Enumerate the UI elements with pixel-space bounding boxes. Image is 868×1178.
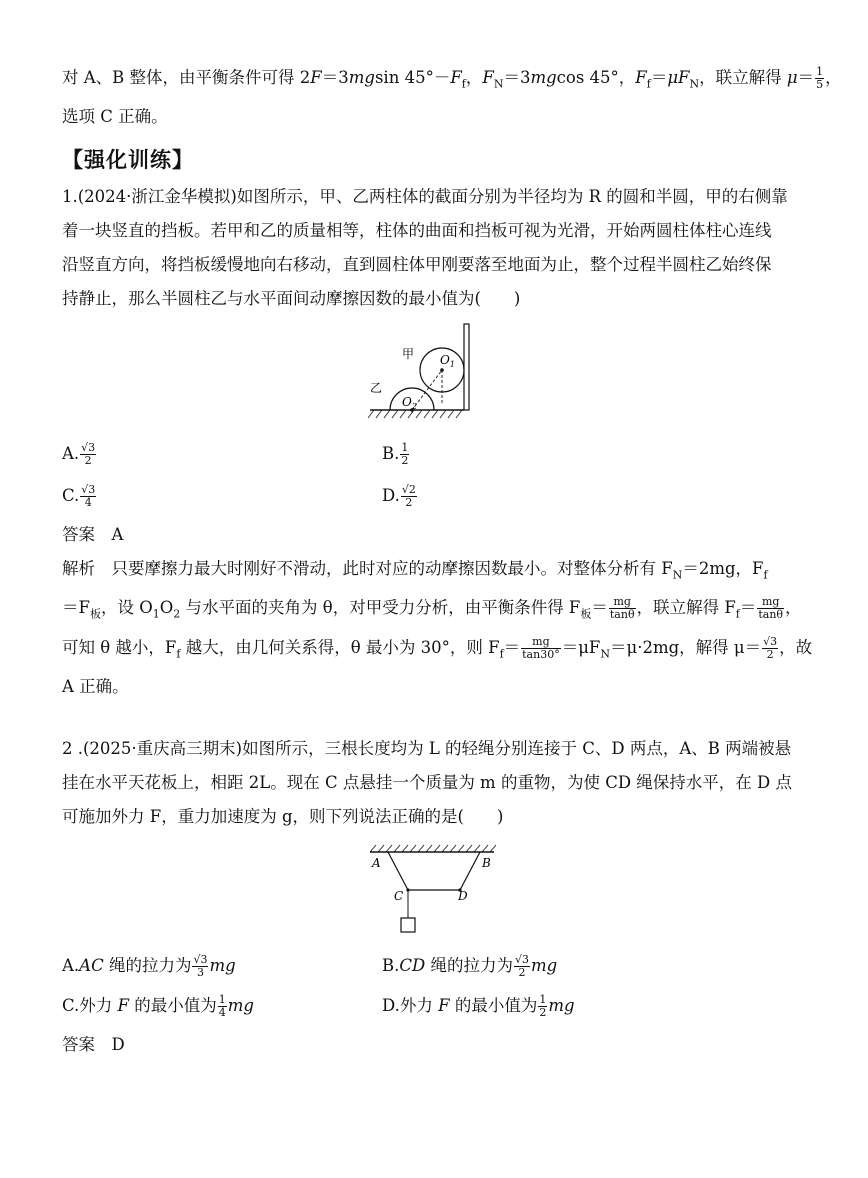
rope-ac — [388, 852, 408, 890]
label-o1: $O_1$ — [440, 353, 455, 369]
text: ， — [785, 598, 802, 617]
text: 越大，由几何关系得，θ 最小为 30°，则 F — [180, 638, 500, 657]
fraction — [514, 954, 530, 979]
denominator: 2 — [405, 496, 413, 509]
q2-option-d[interactable] — [382, 994, 575, 1019]
option-label: A. — [62, 956, 80, 975]
text: F — [310, 68, 322, 87]
q1-option-c[interactable] — [62, 484, 97, 509]
text: F — [117, 996, 129, 1015]
text: mg — [548, 996, 575, 1015]
subscript: f — [176, 647, 181, 661]
text: F — [450, 68, 462, 87]
solution-continuation-line-1 — [62, 66, 842, 95]
text: μ — [786, 68, 798, 87]
fraction — [521, 636, 561, 661]
text: 解析 只要摩擦力最大时刚好不滑动，此时对应的动摩擦因数最小。对整体分析有 F — [62, 559, 673, 578]
text: F — [482, 68, 494, 87]
text: mg — [227, 996, 254, 1015]
numerator: √3 — [763, 635, 778, 648]
text: ＝ — [739, 598, 757, 617]
q1-analysis-line-1 — [62, 558, 768, 586]
text: ，设 O — [100, 598, 153, 617]
text: ＝2mg，F — [682, 559, 764, 578]
text: ＝F — [62, 598, 90, 617]
subscript: 板 — [89, 607, 101, 621]
option-label: B. — [382, 444, 400, 463]
text: ，联立解得 — [699, 68, 787, 87]
text: sin 45°－ — [374, 68, 451, 87]
subscript: f — [735, 607, 740, 621]
text: ＝ — [650, 68, 668, 87]
q1-stem-line-1: 1.(2024·浙江金华模拟)如图所示，甲、乙两柱体的截面分别为半径均为 R 的圆和半圆，甲的右侧靠 — [62, 187, 788, 206]
subscript: N — [672, 568, 683, 582]
denominator: 2 — [539, 1006, 547, 1019]
text: ＝3 — [321, 68, 349, 87]
denominator: 2 — [518, 966, 526, 979]
baffle-plate — [464, 324, 469, 410]
subscript: f — [499, 647, 504, 661]
q1-option-d[interactable] — [382, 484, 418, 509]
label-c: C — [394, 889, 404, 903]
denominator: tanθ — [758, 608, 784, 621]
q1-stem-line-3: 沿竖直方向，将挡板缓慢地向右移动，直到圆柱体甲刚要落至地面为止，整个过程半圆柱乙始终保 — [62, 255, 772, 274]
q2-stem-line-3: 可施加外力 F，重力加速度为 g，则下列说法正确的是( ) — [62, 807, 504, 826]
option-label: D. — [382, 486, 400, 505]
numerator: √2 — [401, 483, 416, 496]
numerator: √3 — [81, 483, 96, 496]
rope-db — [460, 852, 480, 890]
text: O — [159, 598, 174, 617]
text: 与水平面的夹角为 θ，对甲受力分析，由平衡条件得 F — [180, 598, 581, 617]
q1-stem-line-2: 着一块竖直的挡板。若甲和乙的质量相等，柱体的曲面和挡板可视为光滑，开始两圆柱体柱心连线 — [62, 221, 772, 240]
text: ， — [465, 68, 483, 87]
fraction — [762, 636, 778, 661]
subscript: N — [493, 77, 504, 91]
text: ，联立解得 F — [636, 598, 736, 617]
ceiling-hatch — [370, 845, 496, 852]
q2-option-b[interactable] — [382, 954, 557, 979]
q2-stem-line-1: 2 .(2025·重庆高三期末)如图所示，三根长度均为 L 的轻绳分别连接于 C、D 两点，A、B 两端被悬 — [62, 739, 792, 758]
fraction — [400, 442, 409, 467]
label-yi: 乙 — [370, 381, 383, 395]
weight-block — [401, 918, 415, 932]
q1-analysis-line-3 — [62, 636, 812, 665]
text: cos 45°， — [556, 68, 636, 87]
label-jia: 甲 — [402, 347, 415, 361]
denominator: 2 — [401, 454, 409, 467]
text: μF — [667, 68, 690, 87]
text: 对 A、B 整体，由平衡条件可得 2 — [62, 68, 311, 87]
fraction — [538, 994, 547, 1019]
numerator: √3 — [514, 953, 529, 966]
q1-analysis-line-2 — [62, 596, 802, 625]
denominator: tan30° — [522, 648, 560, 661]
denominator: 2 — [84, 454, 92, 467]
label-o2: $O_2$ — [402, 395, 417, 411]
subscript: 板 — [580, 607, 592, 621]
numerator: 1 — [401, 441, 409, 454]
option-label: A. — [62, 444, 80, 463]
q1-option-a[interactable] — [62, 442, 97, 467]
fraction — [401, 484, 417, 509]
numerator: √3 — [193, 953, 208, 966]
numerator: 1 — [816, 65, 824, 78]
option-label: C.外力 — [62, 996, 118, 1015]
text: mg — [348, 68, 375, 87]
denominator: 2 — [766, 648, 774, 661]
q2-option-a[interactable] — [62, 954, 236, 979]
fraction — [80, 442, 96, 467]
q2-stem-line-2: 挂在水平天花板上，相距 2L。现在 C 点悬挂一个质量为 m 的重物，为使 CD 绳保持水平，在 D 点 — [62, 773, 793, 792]
text: mg — [209, 956, 236, 975]
subscript: f — [763, 568, 768, 582]
text: 可知 θ 越小，F — [62, 638, 177, 657]
numerator: mg — [609, 596, 636, 609]
text: AC — [79, 956, 104, 975]
q1-option-b[interactable] — [382, 442, 410, 467]
subscript: N — [689, 77, 700, 91]
numerator: 1 — [539, 993, 547, 1006]
text: ＝ — [797, 68, 815, 87]
subscript: f — [461, 77, 466, 91]
numerator: mg — [757, 596, 784, 609]
numerator: √3 — [81, 441, 96, 454]
text: ＝ — [591, 598, 608, 617]
fraction — [192, 954, 208, 979]
fraction — [757, 596, 784, 621]
option-label: C. — [62, 486, 80, 505]
numerator: 1 — [218, 993, 226, 1006]
subscript: f — [646, 77, 651, 91]
text: 绳的拉力为 — [103, 956, 192, 975]
option-label: B. — [382, 956, 400, 975]
denominator: 5 — [816, 78, 824, 91]
denominator: 3 — [196, 966, 204, 979]
q2-rope-figure — [364, 840, 500, 936]
text: mg — [531, 956, 558, 975]
fraction — [218, 994, 227, 1019]
text: F — [438, 996, 450, 1015]
text: F — [635, 68, 647, 87]
fraction — [609, 596, 636, 621]
point-c — [406, 888, 409, 891]
q1-stem-line-4: 持静止，那么半圆柱乙与水平面间动摩擦因数的最小值为( ) — [62, 289, 521, 308]
text: mg — [530, 68, 557, 87]
fraction — [815, 66, 824, 91]
label-d: D — [458, 889, 468, 903]
q2-answer: 答案 D — [62, 1035, 125, 1054]
numerator: mg — [521, 636, 561, 649]
text: ，故 — [779, 638, 813, 657]
subscript: 1 — [152, 607, 160, 621]
text: 的最小值为 — [449, 996, 538, 1015]
fraction — [80, 484, 96, 509]
q1-analysis-line-4: A 正确。 — [62, 677, 129, 696]
q2-option-c[interactable] — [62, 994, 254, 1019]
section-heading: 【强化训练】 — [62, 148, 194, 172]
text: ＝μF — [561, 638, 601, 657]
subscript: N — [600, 647, 610, 661]
text: ＝ — [503, 638, 521, 657]
denominator: 4 — [218, 1006, 226, 1019]
text: ＝3 — [503, 68, 531, 87]
text: 的最小值为 — [128, 996, 217, 1015]
subscript: 2 — [173, 607, 181, 621]
ground-hatch — [368, 410, 462, 418]
text: 绳的拉力为 — [425, 956, 513, 975]
text: CD — [399, 956, 426, 975]
text: ＝μ·2mg，解得 μ＝ — [610, 638, 762, 657]
q1-cylinder-figure — [368, 318, 478, 424]
denominator: 4 — [84, 496, 92, 509]
label-b: B — [482, 856, 491, 870]
label-a: A — [372, 856, 381, 870]
solution-continuation-line-2: 选项 C 正确。 — [62, 107, 168, 126]
q1-answer: 答案 A — [62, 525, 124, 544]
option-label: D.外力 — [382, 996, 439, 1015]
text: ， — [825, 68, 842, 87]
denominator: tanθ — [609, 608, 635, 621]
